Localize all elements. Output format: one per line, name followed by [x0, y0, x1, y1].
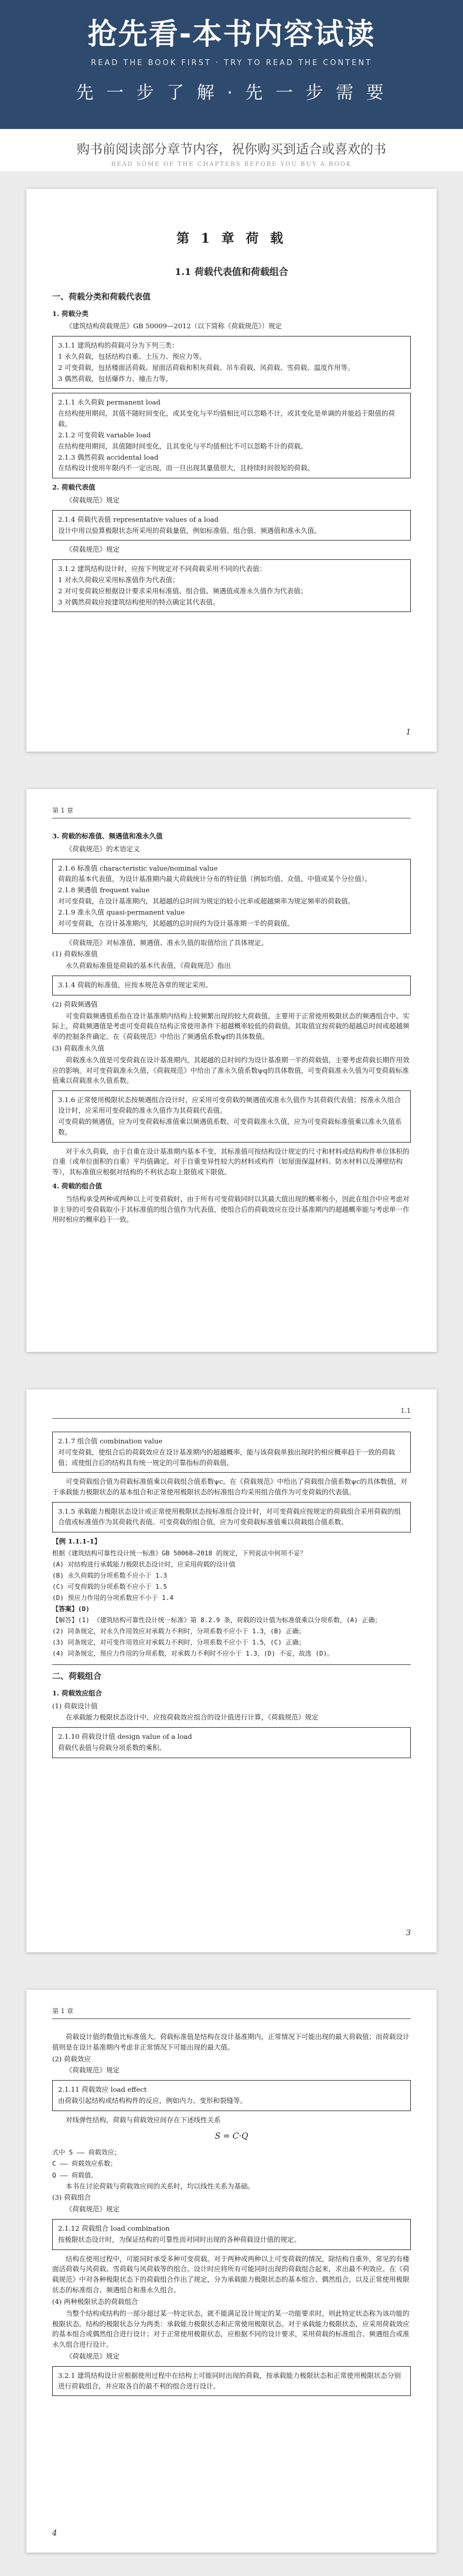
- code-line: 3 对偶然荷载应按建筑结构使用的特点确定其代表值。: [58, 597, 220, 606]
- paragraph: 可变荷载组合值为荷载标准值乘以荷载组合值系数ψc。在《荷载规范》中给出了荷载组合值系数ψc的具体数值，对于承载能力极限状态的基本组合和正常使用极限状态的标准组合均采用组合值作为可变荷载的代表值。: [52, 1477, 407, 1497]
- code-line: 设计中用以验算极限状态所采用的荷载量值，例如标准值、组合值、频遇值和准永久值。: [58, 526, 321, 535]
- intro-block: [0, 129, 463, 171]
- intro-text-en: READ SOME OF THE CHAPTERS BEFORE YOU BUY A BOOK: [111, 161, 352, 168]
- running-header-right: 1.1: [400, 1407, 411, 1415]
- example-option: (A) 对结构进行承载能力极限状态设计时，应采用荷载的设计值: [52, 1560, 236, 1568]
- page-number: 3: [406, 1928, 411, 1938]
- formula: S = C·Q: [215, 2131, 248, 2141]
- example-title: 【例 1.1.1-1】: [52, 1537, 101, 1545]
- subheading: (2) 荷载频遇值: [52, 1000, 98, 1008]
- paragraph: 永久荷载标准值是荷载的基本代表值，《荷载规范》指出: [66, 961, 231, 970]
- banner-subtitle: READ THE BOOK FIRST · TRY TO READ THE CONTENT: [91, 59, 372, 67]
- code-box: [52, 559, 411, 612]
- running-header: [52, 1406, 411, 1419]
- subheading: (1) 荷载标准值: [52, 950, 98, 959]
- code-box: [52, 393, 411, 478]
- book-page-1: [26, 189, 437, 752]
- code-line: 对可变荷载，使组合后的荷载效应在设计基准期内的超越概率，能与该荷载单独出现时的相应概率趋于一致的荷载值；或使组合后的结构具有统一规定的可靠指标的荷载值。: [58, 1447, 395, 1467]
- code-line: 2 可变荷载，包括楼面活荷载、屋面活荷载和积灰荷载、吊车荷载、风荷载、雪荷载、温度作用等。: [58, 363, 355, 372]
- code-line: 对可变荷载，在设计基准期内，其超越的总时间约为设计基准期一半的荷载值。: [58, 919, 294, 927]
- code-line: 1 对永久荷载应采用标准值作为代表值；: [58, 576, 179, 584]
- formula-note: C —— 荷载效应系数；: [52, 2160, 117, 2168]
- example-analysis: 【解答】(1) 《建筑结构可靠性设计统一标准》第 8.2.9 条，荷载的设计值为标准值乘以分项系数，(A) 正确；: [52, 1616, 382, 1624]
- paragraph: 《荷载规范》规定: [66, 2205, 120, 2214]
- subheading: (1) 荷载设计值: [52, 1701, 98, 1710]
- running-header: [52, 2006, 411, 2019]
- code-line: 2.1.2 可变荷载 variable load: [58, 430, 151, 439]
- code-line: 2.1.1 永久荷载 permanent load: [58, 398, 161, 407]
- example-question: 根据《建筑结构可靠性设计统一标准》GB 50068—2018 的规定，下列说法中何项不妥？: [52, 1549, 307, 1557]
- book-page-2: [26, 789, 437, 1352]
- divider: [52, 1664, 411, 1665]
- banner-slogan: 先 一 步 了 解 · 先 一 步 需 要: [76, 83, 387, 103]
- code-line: 3.1.5 承载能力极限状态设计或正常使用极限状态按标准组合设计时，对可变荷载应按规定的荷载组合采用荷载的组合值或标准值作为其荷载代表值。可变荷载的组合值，应为可变荷载标准值乘以荷载组合值系数。: [58, 1507, 401, 1526]
- code-line: 3 偶然荷载，包括爆炸力、撞击力等。: [58, 374, 172, 383]
- paragraph: 《建筑结构荷载规范》GB 50009—2012（以下简称《荷载规范》）规定: [66, 322, 282, 331]
- code-line: 1 永久荷载，包括结构自重、土压力、预应力等。: [58, 352, 206, 361]
- paragraph: 在承载能力极限状态设计中，应按荷载效应组合的设计值进行计算，《荷载规范》规定: [66, 1713, 319, 1722]
- subheading: (3) 荷载准永久值: [52, 1044, 104, 1053]
- paragraph: 《荷载规范》规定: [66, 495, 120, 504]
- code-line: 2.1.9 准永久值 quasi-permanent value: [58, 908, 185, 916]
- subheading: 1. 荷载效应组合: [52, 1688, 103, 1697]
- code-line: 荷载代表值与荷载分项系数的乘积。: [58, 1743, 166, 1752]
- code-box: [52, 2219, 411, 2250]
- paragraph: 荷载准永久值是可变荷载在设计基准期内，其超越的总时间约为设计基准期一半的荷载值，主要考虑荷载长期作用效应的影响。对可变荷载准永久值，《荷载规范》中给出了准永久值系数ψq的具体数值，可变荷载准永久值为可变荷载标准值乘以荷载准永久值系数。: [52, 1055, 410, 1085]
- code-line: 2 对可变荷载应根据设计要求采用标准值、组合值、频遇值或准永久值作为代表值；: [58, 586, 307, 595]
- code-line: 3.1.6 正常使用极限状态按频遇组合设计时，应采用可变荷载的频遇值或准永久值作为其荷载代表值；按准永久组合设计时，应采用可变荷载的准永久值作为其荷载代表值。: [58, 1096, 401, 1115]
- example-answer: 【答案】(D): [52, 1605, 90, 1613]
- page-number: 4: [52, 2529, 57, 2538]
- banner-title: 抢先看-本书内容试读: [87, 17, 376, 51]
- subheading: 1. 荷载分类: [52, 309, 89, 318]
- code-line: 2.1.11 荷载效应 load effect: [58, 2085, 147, 2094]
- code-line: 2.1.8 频遇值 frequent value: [58, 886, 150, 895]
- code-line: 按极限状态设计时，为保证结构的可靠性而对同时出现的各种荷载设计值的规定。: [58, 2235, 301, 2244]
- paragraph: 荷载设计值的数值比标准值大。荷载标准值是结构在设计基准期内，正常情况下可能出现的最大荷载值；而荷载设计值则是在设计基准期内考虑非正常情况下可能出现的最大值。: [52, 2033, 410, 2051]
- code-line: 3.2.1 建筑结构设计应根据使用过程中在结构上可能同时出现的荷载，按承载能力极限状态和正常使用极限状态分别进行荷载组合，并应取各自的最不利的组合进行设计。: [58, 2371, 401, 2390]
- paragraph: 本书在讨论荷载与荷载效应间的关系时，均以线性关系为基础。: [66, 2181, 254, 2190]
- paragraph: 《荷载规范》的术语定义: [66, 844, 140, 853]
- running-header: [52, 806, 411, 818]
- code-box: [52, 859, 411, 934]
- page-number: 1: [406, 728, 411, 737]
- code-line: 3.1.1 建筑结构的荷载可分为下列三类：: [58, 341, 179, 350]
- subheading: (4) 两种极限状态的荷载组合: [52, 2297, 138, 2306]
- code-line: 3.1.4 荷载的标准值，应按本规范各章的规定采用。: [58, 980, 212, 989]
- subheading: 2. 荷载代表值: [52, 483, 96, 492]
- code-line: 2.1.4 荷载代表值 representative values of a load: [58, 515, 219, 524]
- example-option: (C) 可变荷载的分项系数不应小于 1.5: [52, 1582, 167, 1591]
- code-box: [52, 1502, 411, 1532]
- code-line: 由荷载引起结构或结构构件的反应，例如内力、变形和裂缝等。: [58, 2096, 247, 2105]
- subheading: (2) 荷载效应: [52, 2054, 91, 2063]
- example-option: (D) 预应力作用的分项系数应不小于 1.4: [52, 1593, 173, 1602]
- paragraph: 当整个结构或结构的一部分超过某一特定状态，就不能满足设计规定的某一功能要求时，则此特定状态称为该功能的极限状态。结构的极限状态分为两类：承载能力极限状态和正常使用极限状态。对于承载能力极限状态，应采用荷载效应的基本组合或偶然组合进行设计；对于正常使用极限状态，应根据不同的设计要求，采用荷载的标准组合、频遇组合或准永久组合进行设计。: [52, 2309, 410, 2349]
- book-page-3: [26, 1389, 437, 1952]
- paragraph: 《荷载规范》规定: [66, 545, 120, 554]
- code-box: [52, 1727, 411, 1758]
- heading: 一、荷载分类和荷载代表值: [52, 292, 151, 302]
- paragraph: 结构在使用过程中，可能同时承受多种可变荷载。对于两种或两种以上可变荷载的情况，除结构自重外，常见的有楼面活荷载与风荷载、雪荷载与风荷载等的组合。设计时应将所有可能同时出现的荷载组合起来，求出最不利效应。在《荷载规范》中对各种极限状态下的荷载组合作出了规定，分为承载能力极限状态的基本组合、偶然组合，以及正常使用极限状态的标准组合、频遇组合和准永久组合。: [52, 2254, 410, 2295]
- example-option: (B) 永久荷载的分项系数不应小于 1.3: [52, 1571, 167, 1579]
- example-analysis: (3) 同条规定，对可变作用效应对承载力不利时，分项系数不应小于 1.5，(C) 正确；: [52, 1638, 305, 1646]
- code-line: 2.1.6 标准值 characteristic value/nominal value: [58, 864, 218, 872]
- sample-pages: [0, 171, 463, 2576]
- paragraph: 《荷载规范》规定: [66, 2066, 120, 2075]
- subheading: 3. 荷载的标准值、频遇值和准永久值: [52, 832, 163, 841]
- code-line: 在结构设计使用年限内不一定出现，而一旦出现其量值很大，且持续时间很短的荷载。: [58, 464, 314, 473]
- book-page-4: [26, 1990, 437, 2553]
- code-line: 2.1.3 偶然荷载 accidental load: [58, 453, 159, 461]
- code-box: [52, 1432, 411, 1473]
- code-line: 2.1.7 组合值 combination value: [58, 1437, 163, 1446]
- formula-note: 式中 S —— 荷载效应；: [52, 2149, 121, 2157]
- code-line: 对可变荷载，在设计基准期内，其超越的总时间为规定的较小比率或超越频率为规定频率的荷载值。: [58, 897, 355, 906]
- code-line: 可变荷载的频遇值，应为可变荷载标准值乘以频遇值系数。可变荷载准永久值，应为可变荷载标准值乘以准永久值系数。: [58, 1117, 402, 1136]
- code-box: [52, 1090, 411, 1142]
- intro-text: 购书前阅读部分章节内容，祝你购买到适合或喜欢的书: [76, 142, 386, 157]
- section-title: 1.1 荷载代表值和荷载组合: [175, 266, 288, 278]
- code-box: [52, 976, 411, 995]
- code-line: 荷载的基本代表值，为设计基准期内最大荷载统计分布的特征值（例如均值、众值、中值或某个分位值）。: [58, 875, 372, 883]
- code-box: [52, 510, 411, 541]
- heading: 二、荷载组合: [52, 1672, 101, 1682]
- example-analysis: (2) 同条规定，对永久作用效应对承载力不利时，分项系数不应小于 1.3，(B) 正确；: [52, 1627, 305, 1635]
- paragraph: 当结构承受两种或两种以上可变荷载时，由于所有可变荷载同时以其最大值出现的概率极小，因此在组合中应考虑对非主导的可变荷载取小于其标准值的组合值作为代表值，使组合后的荷载效应在设计基准期内的超越概率能与考虑单一作用时相应的概率趋于一致。: [52, 1194, 410, 1224]
- running-header-left: 第 1 章: [52, 807, 73, 814]
- code-line: 在结构使用期间，其值随时间变化，且其变化与平均值相比不可以忽略不计的荷载。: [58, 441, 308, 450]
- paragraph: 可变荷载频遇值系指在设计基准期内结构上较频繁出现的较大荷载值，主要用于正常使用极限状态的频遇组合中。实际上，荷载频遇值是考虑可变荷载在结构正常使用条件下超越概率较低的荷载值，其取值宜按荷载的超越总时间或超越频率的控制条件确定。在《荷载规范》中给出了频遇值系数ψf的具体数值。: [52, 1011, 410, 1041]
- paragraph: 对于永久荷载，由于自重在设计基准期内基本不变，其标准值可按结构设计规定的尺寸和材料或结构构件单位体积的自重（或单位面积的自重）平均值确定。对于自重变异性较大的材料或构件（如屋面保温材料、防水材料以及薄壁结构等），其标准值应根据对结构的不利状态取上限值或下限值。: [52, 1147, 410, 1177]
- example-analysis: (4) 同条规定，预应力作用的分项系数，对承载力不利时不应小于 1.3，(D) 不妥，故选 (D)。: [52, 1649, 333, 1657]
- chapter-title: 第 1 章 荷 载: [176, 231, 287, 246]
- paragraph: 《荷载规范》对标准值、频遇值、准永久值的取值给出了具体规定。: [66, 938, 268, 947]
- code-box: [52, 2080, 411, 2111]
- promo-banner: [0, 0, 463, 129]
- paragraph: 对线弹性结构，荷载与荷载效应间存在下述线性关系: [66, 2115, 221, 2124]
- subheading: 4. 荷载的组合值: [52, 1181, 103, 1190]
- code-line: 2.1.12 荷载组合 load combination: [58, 2224, 170, 2232]
- code-line: 在结构使用期间，其值不随时间变化，或其变化与平均值相比可以忽略不计，或其变化是单调的并能趋于限值的荷载。: [58, 409, 395, 429]
- running-header-left: 第 1 章: [52, 2007, 73, 2015]
- subheading: (3) 荷载组合: [52, 2193, 91, 2202]
- code-line: 2.1.10 荷载设计值 design value of a load: [58, 1732, 192, 1741]
- formula-note: Q —— 荷载值。: [52, 2171, 98, 2179]
- code-box: [52, 2366, 411, 2397]
- paragraph: 《荷载规范》规定: [66, 2351, 120, 2360]
- code-box: [52, 336, 411, 389]
- code-line: 3.1.2 建筑结构设计时，应按下列规定对不同荷载采用不同的代表值：: [58, 565, 266, 573]
